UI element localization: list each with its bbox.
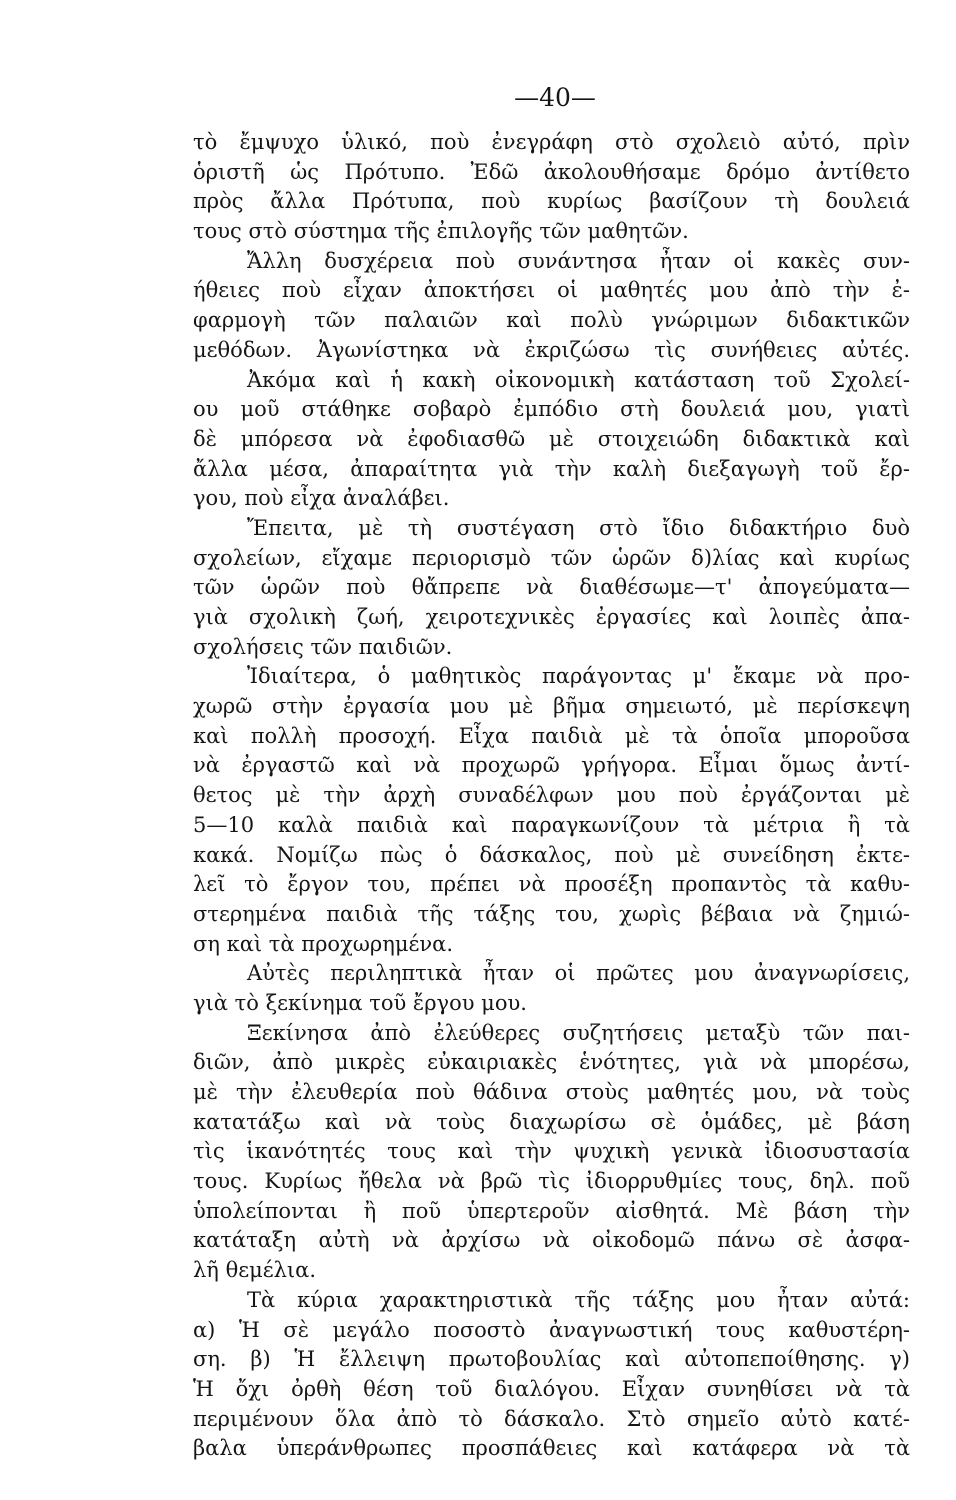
text-line: α) Ἡ σὲ μεγάλο ποσοστὸ ἀναγνωστική τους καθυστέρη- xyxy=(193,1317,910,1342)
text-line: ήθειες ποὺ εἶχαν ἀποκτήσει οἱ μαθητές μου ἀπὸ τὴν ἐ- xyxy=(193,278,910,303)
paragraph-first-line: Ἰδιαίτερα, ὁ μαθητικὸς παράγοντας μ' ἔκαμε νὰ προ- xyxy=(247,664,910,689)
text-line: σχολήσεις τῶν παιδιῶν. xyxy=(193,634,453,659)
text-line: ἄλλα μέσα, ἀπαραίτητα γιὰ τὴν καλὴ διεξαγωγὴ τοῦ ἔρ- xyxy=(193,456,910,481)
page-number: —40— xyxy=(514,83,596,112)
text-line: σχολείων, εἴχαμε περιορισμὸ τῶν ὡρῶν δ)λίας καὶ κυρίως xyxy=(193,545,910,570)
text-line: νὰ ἐργαστῶ καὶ νὰ προχωρῶ γρήγορα. Εἶμαι ὅμως ἀντί- xyxy=(193,753,910,778)
paragraph-first-line: Ἀκόμα καὶ ἡ κακὴ οἰκονομικὴ κατάσταση τοῦ Σχολεί- xyxy=(247,367,910,392)
body-text xyxy=(193,128,910,1464)
text-line: ὁριστῆ ὡς Πρότυπο. Ἐδῶ ἀκολουθήσαμε δρόμο ἀντίθετο xyxy=(193,159,910,184)
text-line: μεθόδων. Ἀγωνίστηκα νὰ ἐκριζώσω τὶς συνήθειες αὐτές. xyxy=(193,337,910,362)
text-line: θετος μὲ τὴν ἀρχὴ συναδέλφων μου ποὺ ἐργάζονται μὲ xyxy=(193,783,910,808)
text-line: ὑπολείπονται ἢ ποῦ ὑπερτεροῦν αἰσθητά. Μὲ βάση τὴν xyxy=(193,1198,910,1223)
text-line: κατάταξη αὐτὴ νὰ ἀρχίσω νὰ οἰκοδομῶ πάνω σὲ ἀσφα- xyxy=(193,1228,910,1253)
text-line: γιὰ τὸ ξεκίνημα τοῦ ἔργου μου. xyxy=(193,990,527,1015)
paragraph-first-line: Ξεκίνησα ἀπὸ ἐλεύθερες συζητήσεις μεταξὺ τῶν παι- xyxy=(247,1020,910,1045)
text-line: μὲ τὴν ἐλευθερία ποὺ θάδινα στοὺς μαθητές μου, νὰ τοὺς xyxy=(193,1080,910,1104)
paragraph-first-line: Ἄλλη δυσχέρεια ποὺ συνάντησα ἦταν οἱ κακὲς συν- xyxy=(247,248,910,273)
text-line: χωρῶ στὴν ἐργασία μου μὲ βῆμα σημειωτό, μὲ περίσκεψη xyxy=(193,694,910,719)
text-line: Ἡ ὄχι ὀρθὴ θέση τοῦ διαλόγου. Εἶχαν συνηθίσει νὰ τὰ xyxy=(193,1376,910,1401)
text-line: δὲ μπόρεσα νὰ ἐφοδιασθῶ μὲ στοιχειώδη διδακτικὰ καὶ xyxy=(193,426,910,451)
text-line: φαρμογὴ τῶν παλαιῶν καὶ πολὺ γνώριμων διδακτικῶν xyxy=(193,308,910,333)
text-line: πρὸς ἄλλα Πρότυπα, ποὺ κυρίως βασίζουν τὴ δουλειά xyxy=(193,189,910,214)
text-line: κακά. Νομίζω πὼς ὁ δάσκαλος, ποὺ μὲ συνείδηση ἐκτε- xyxy=(193,842,910,867)
text-line: διῶν, ἀπὸ μικρὲς εὐκαιριακὲς ἑνότητες, γιὰ νὰ μπορέσω, xyxy=(193,1050,910,1075)
text-line: λῆ θεμέλια. xyxy=(193,1258,317,1283)
text-line: τους στὸ σύστημα τῆς ἐπιλογῆς τῶν μαθητῶν. xyxy=(193,219,689,244)
paragraph-first-line: Τὰ κύρια χαρακτηριστικὰ τῆς τάξης μου ἦταν αὐτά: xyxy=(247,1287,910,1312)
text-line: κατατάξω καὶ νὰ τοὺς διαχωρίσω σὲ ὁμάδες, μὲ βάση xyxy=(193,1109,910,1134)
text-line: καὶ πολλὴ προσοχή. Εἶχα παιδιὰ μὲ τὰ ὁποῖα μποροῦσα xyxy=(193,723,910,748)
text-line: ση καὶ τὰ προχωρημένα. xyxy=(193,931,453,956)
text-line: τὶς ἱκανότητές τους καὶ τὴν ψυχικὴ γενικὰ ἰδιοσυστασία xyxy=(193,1139,910,1164)
text-line: βαλα ὑπεράνθρωπες προσπάθειες καὶ κατάφερα νὰ τὰ xyxy=(193,1436,910,1461)
text-line: τὸ ἔμψυχο ὑλικό, ποὺ ἐνεγράφη στὸ σχολειὸ αὐτό, πρὶν xyxy=(193,130,910,154)
paragraph-first-line: Αὐτὲς περιληπτικὰ ἦταν οἱ πρῶτες μου ἀναγνωρίσεις, xyxy=(247,961,910,986)
text-line: γου, ποὺ εἶχα ἀναλάβει. xyxy=(193,486,450,511)
text-line: γιὰ σχολικὴ ζωή, χειροτεχνικὲς ἐργασίες καὶ λοιπὲς ἀπα- xyxy=(193,605,910,629)
text-line: στερημένα παιδιὰ τῆς τάξης του, χωρὶς βέβαια νὰ ζημιώ- xyxy=(193,901,910,926)
paragraph-first-line: Ἔπειτα, μὲ τὴ συστέγαση στὸ ἴδιο διδακτήριο δυὸ xyxy=(247,515,910,540)
text-line: ου μοῦ στάθηκε σοβαρὸ ἐμπόδιο στὴ δουλειά μου, γιατὶ xyxy=(193,397,910,422)
text-line: λεῖ τὸ ἔργον του, πρέπει νὰ προσέξη προπαντὸς τὰ καθυ- xyxy=(193,872,910,897)
text-line: περιμένουν ὅλα ἀπὸ τὸ δάσκαλο. Στὸ σημεῖο αὐτὸ κατέ- xyxy=(193,1406,910,1431)
text-line: τους. Κυρίως ἤθελα νὰ βρῶ τὶς ἰδιορρυθμίες τους, δηλ. ποῦ xyxy=(193,1169,910,1194)
text-line: ση. β) Ἡ ἔλλειψη πρωτοβουλίας καὶ αὐτοπεποίθησης. γ) xyxy=(193,1347,910,1372)
text-line: 5—10 καλὰ παιδιὰ καὶ παραγκωνίζουν τὰ μέτρια ἢ τὰ xyxy=(193,812,910,837)
text-line: τῶν ὡρῶν ποὺ θἄπρεπε νὰ διαθέσωμε—τ' ἀπογεύματα— xyxy=(193,575,910,600)
